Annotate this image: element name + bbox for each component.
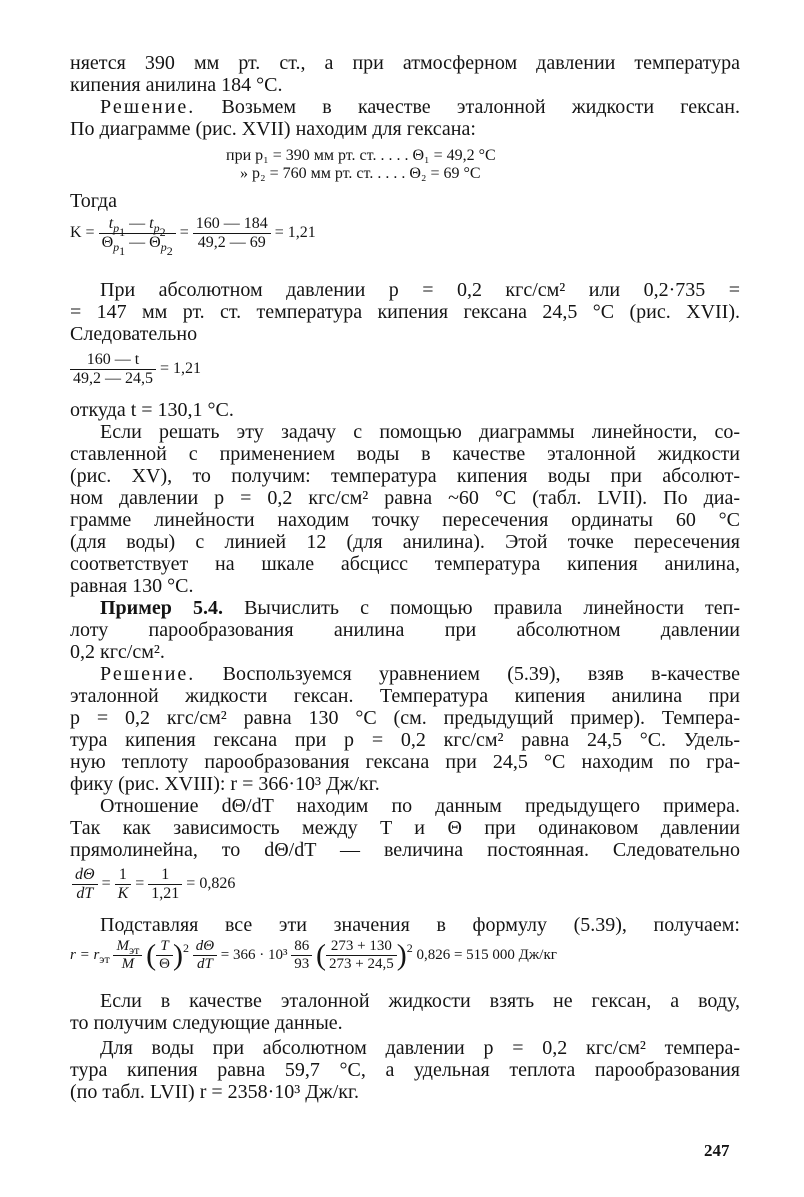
text-line: Подставляя все эти значения в формулу (5.39), получаем:	[100, 914, 740, 936]
solution-label: Решение.	[100, 663, 196, 685]
formula-text: 1	[118, 866, 127, 883]
text-line: тура кипения равна 59,7 °С, а удельная теплота парообразования	[70, 1059, 740, 1081]
formula-text: 49,2 — 24,5	[70, 369, 156, 388]
formula-text: Θ	[101, 234, 114, 251]
example-label: Пример 5.4.	[100, 597, 223, 619]
text-line: грамме линейности находим точку пересечения ординаты 60 °С	[70, 509, 740, 531]
fraction	[193, 215, 271, 252]
formula-text: 93	[291, 955, 312, 973]
formula-text: эт	[99, 951, 110, 966]
formula-text: dΘ	[195, 938, 215, 954]
formula-text: M	[113, 955, 142, 973]
formula-text: T	[160, 938, 169, 954]
text-line: p = 0,2 кгс/см² равна 130 °С (см. предыдущий пример). Темпера-	[70, 707, 740, 729]
formula-text: dT	[72, 884, 98, 903]
fraction	[291, 938, 312, 973]
solution-heading-line	[100, 96, 740, 118]
fraction: $\frac{t_{p_1} — t_{p_2}}{\Theta_{p_1} — \Theta_{p_2}}$	[99, 215, 176, 252]
formula-heat-of-vaporization: $r = r_{эт}$ $\frac{M_{эт}}{M}$ ( $\frac{T}{\Theta}$ )$^2$ $\frac{d\Theta}{dT}$ = 366 · 10³ $\frac{86}{93}$ ( $\frac{273 + 130}{273 + 24,5}$ )$^2$ 0,826 = 515 000 Дж/кг	[70, 938, 557, 972]
text-line: (по табл. LVII) r = 2358·10³ Дж/кг.	[70, 1081, 359, 1103]
formula-text: 1	[161, 866, 170, 883]
formula-text: 1,21	[148, 884, 182, 903]
text-span: Возьмем в качестве эталонной жидкости гексан.	[195, 96, 740, 118]
formula-text: t	[108, 215, 114, 232]
formula-text: 0,826 = 515 000 Дж/кг	[416, 946, 557, 963]
text-line: = 147 мм рт. ст. температура кипения гексана 24,5 °С (рис. XVII).	[70, 301, 740, 323]
formula-text: dT	[193, 955, 217, 973]
fraction	[113, 938, 142, 973]
formula-text: = 0,826	[186, 875, 236, 893]
formula-text: K =	[70, 224, 95, 242]
text-line: равная 130 °С.	[70, 575, 194, 597]
text-span: Вычислить с помощью правила линейности теп-	[222, 597, 740, 619]
text-line: эталонной жидкости гексан. Температура кипения анилина при	[70, 685, 740, 707]
text-line: Отношение dΘ/dT находим по данным предыдущего примера.	[100, 795, 740, 817]
formula-text: = 366 · 10³	[220, 946, 288, 963]
fraction	[326, 938, 397, 973]
text-line: (рис. XV), то получим: температура кипения воды при абсолют-	[70, 465, 740, 487]
fraction	[193, 938, 217, 973]
formula-text: dΘ	[75, 866, 95, 883]
text-line: соответствует на шкале абсцисс температура кипения анилина,	[70, 553, 740, 575]
text-line: ном давлении p = 0,2 кгс/см² равна ~60 °С (табл. LVII). По диа-	[70, 487, 740, 509]
text-line: При абсолютном давлении p = 0,2 кгс/см² или 0,2·735 =	[100, 279, 740, 301]
text-line: фику (рис. XVIII): r = 366·10³ Дж/кг.	[70, 773, 380, 795]
formula-dtheta-dt: $\frac{d\Theta}{dT}$ = $\frac{1}{K}$ = $\frac{1}{1,21}$ = 0,826	[72, 866, 235, 903]
formula-text: M	[116, 938, 129, 954]
fraction	[72, 866, 98, 903]
formula-text: 160 — t	[86, 351, 140, 368]
text-line: Для воды при абсолютном давлении p = 0,2 кгс/см² темпера-	[100, 1037, 740, 1059]
text-line: няется 390 мм рт. ст., а при атмосферном давлении температура	[70, 52, 740, 74]
formula-text: 86	[294, 938, 310, 954]
formula-text: = 1,21	[160, 360, 202, 378]
text-line: откуда t = 130,1 °С.	[70, 399, 234, 421]
text-line: то получим следующие данные.	[70, 1012, 343, 1034]
formula-text: K	[115, 884, 132, 903]
formula-k: K = $\frac{t_{p_1} — t_{p_2}}{\Theta_{p_1} — \Theta_{p_2}}$ = $\frac{160 — 184}{49,2 — 69}$ = 1,21	[70, 215, 316, 258]
formula-text: 49,2 — 69	[193, 233, 271, 252]
page-number: 247	[704, 1141, 730, 1160]
fraction	[148, 866, 182, 903]
text-line: кипения анилина 184 °С.	[70, 74, 283, 96]
formula-text: = 1,21	[274, 224, 316, 242]
text-line: 0,2 кгс/см².	[70, 641, 165, 663]
solution-heading-line	[100, 663, 740, 685]
example-heading-line	[100, 597, 740, 619]
text-line: Если решать эту задачу с помощью диаграммы линейности, со-	[100, 421, 740, 443]
formula-text: Θ	[156, 955, 173, 973]
text-line: Тогда	[70, 190, 117, 212]
fraction	[70, 351, 156, 388]
text-line: По диаграмме (рис. XVII) находим для гексана:	[70, 118, 476, 140]
fraction	[156, 938, 173, 973]
formula-text: 273 + 24,5	[326, 955, 397, 973]
text-span: Воспользуемся уравнением (5.39), взяв в-качестве	[195, 663, 740, 685]
hexane-data-row-2: » p₂ = 760 мм рт. ст. . . . . Θ₂ = 69 °С	[240, 165, 481, 182]
text-line: (для воды) с линией 12 (для анилина). Этой точке пересечения	[70, 531, 740, 553]
formula-text: 160 — 184	[195, 215, 268, 232]
formula-text: эт	[128, 943, 140, 957]
text-line: прямолинейна, то dΘ/dT — величина постоянная. Следовательно	[70, 839, 740, 861]
hexane-data-row-1: при p₁ = 390 мм рт. ст. . . . . Θ₁ = 49,2 °С	[226, 147, 496, 164]
formula-aniline-t	[70, 351, 201, 388]
formula-text: 273 + 130	[330, 938, 392, 954]
text-line: Следовательно	[70, 323, 198, 345]
text-line: Если в качестве эталонной жидкости взять не гексан, а воду,	[100, 990, 740, 1012]
text-line: лоту парообразования анилина при абсолютном давлении	[70, 619, 740, 641]
text-line: ставленной с применением воды в качестве эталонной жидкости	[70, 443, 740, 465]
text-line: ную теплоту парообразования гексана при 24,5 °С находим по гра-	[70, 751, 740, 773]
formula-text: r = r	[70, 946, 100, 963]
text-line: тура кипения гексана при p = 0,2 кгс/см² равна 24,5 °С. Удель-	[70, 729, 740, 751]
solution-label: Решение.	[100, 96, 196, 118]
fraction	[115, 866, 132, 903]
text-line: Так как зависимость между T и Θ при одинаковом давлении	[70, 817, 740, 839]
